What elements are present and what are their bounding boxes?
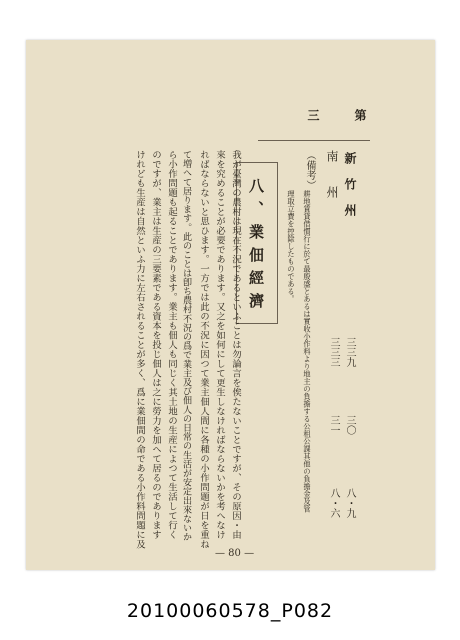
body-line-5: ら小作問題も起ることであります。業主も佃人も同じく其土地の生産によつて生活して行く [166, 150, 177, 540]
table-label-1: 新竹州 [343, 152, 357, 230]
table-col-b-2: 三一 [328, 415, 339, 435]
table-col-c-2: 八・六 [328, 488, 339, 518]
table-col-a-2: 三三三 [328, 337, 339, 367]
section-title: 八、業佃經濟 [247, 178, 265, 316]
archive-caption: 20100060578_P082 [126, 600, 334, 622]
body-line-2: 來を究めることが必要であります。又之を如何にして更生しなければならないかを考へなけ [214, 150, 225, 540]
body-line-6: のですが、業主は生産の三要素である資本を投じ佃人は之に勞力を加へて居るのであります [150, 150, 161, 540]
note-marker: （備考） [304, 150, 315, 190]
note-line-1: 耕地賃貸借慣行に於て最殷盛とあるは實收小作料より地主の負擔する公租公課其他の負擔金及管 [303, 190, 312, 513]
header-left-char: 三 [306, 109, 320, 121]
header-divider [258, 140, 370, 141]
page-number: — 80 — [215, 548, 255, 559]
body-line-7: けれども生産は自然といふ力に左右されることが多く、爲に業佃間の命である小作料問題に及 [134, 150, 145, 549]
body-line-1: 我が臺灣の農村は現在不況であるといふことは勿論言を俟たないことですが、その原因・由 [230, 150, 241, 540]
body-line-4: て増へて居ります。此のことは卽ち農村不況の爲で業主及び佃人の日常の生活が安定出來ないか [181, 150, 191, 542]
table-label-2: 南州 [325, 150, 339, 222]
table-col-b-1: 三〇 [344, 415, 355, 435]
note-line-2: 理取立費を控除したものである。 [287, 190, 296, 303]
body-line-3: ればならないと思ひます。一方では此の不況に因つて業主佃人間に各種の小作問題が日を重ね [198, 150, 209, 549]
header-right-char: 第 [353, 109, 367, 121]
table-col-a-1: 三三九 [344, 337, 355, 367]
table-col-c-1: 八・九 [344, 488, 355, 518]
